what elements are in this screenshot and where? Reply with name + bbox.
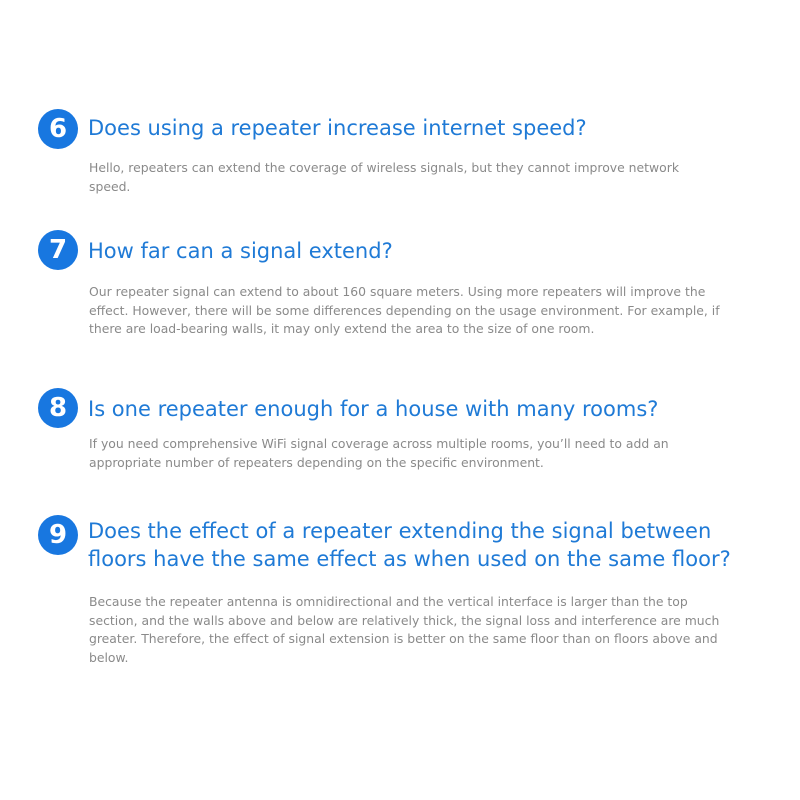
question-9 [88, 517, 731, 573]
number-badge-8: 8 [38, 388, 78, 428]
question-9-line-1: Does the effect of a repeater extending the signal between [88, 519, 712, 543]
answer-8: If you need comprehensive WiFi signal coverage across multiple rooms, you’ll need to add an appropriate number of repeaters depending on the specific environment. [89, 436, 669, 470]
question-7: How far can a signal extend? [88, 239, 393, 263]
question-6: Does using a repeater increase internet speed? [88, 116, 587, 140]
number-badge-9: 9 [38, 515, 78, 555]
question-9-line-2: floors have the same effect as when used on the same floor? [88, 547, 731, 571]
number-badge-7: 7 [38, 230, 78, 270]
number-badge-6: 6 [38, 109, 78, 149]
answer-6: Hello, repeaters can extend the coverage of wireless signals, but they cannot improve network speed. [89, 160, 679, 194]
question-8: Is one repeater enough for a house with many rooms? [88, 397, 659, 421]
answer-7: Our repeater signal can extend to about 160 square meters. Using more repeaters will improve the effect. However, there will be some differences depending on the usage environment. For example, if there are load-bearing walls, it may only extend the area to the size of one room. [89, 284, 720, 336]
answer-9: Because the repeater antenna is omnidirectional and the vertical interface is larger than the top section, and the walls above and below are relatively thick, the signal loss and interference are much greater. Therefore, the effect of signal extension is better on the same floor than on floors above and below. [89, 594, 720, 665]
